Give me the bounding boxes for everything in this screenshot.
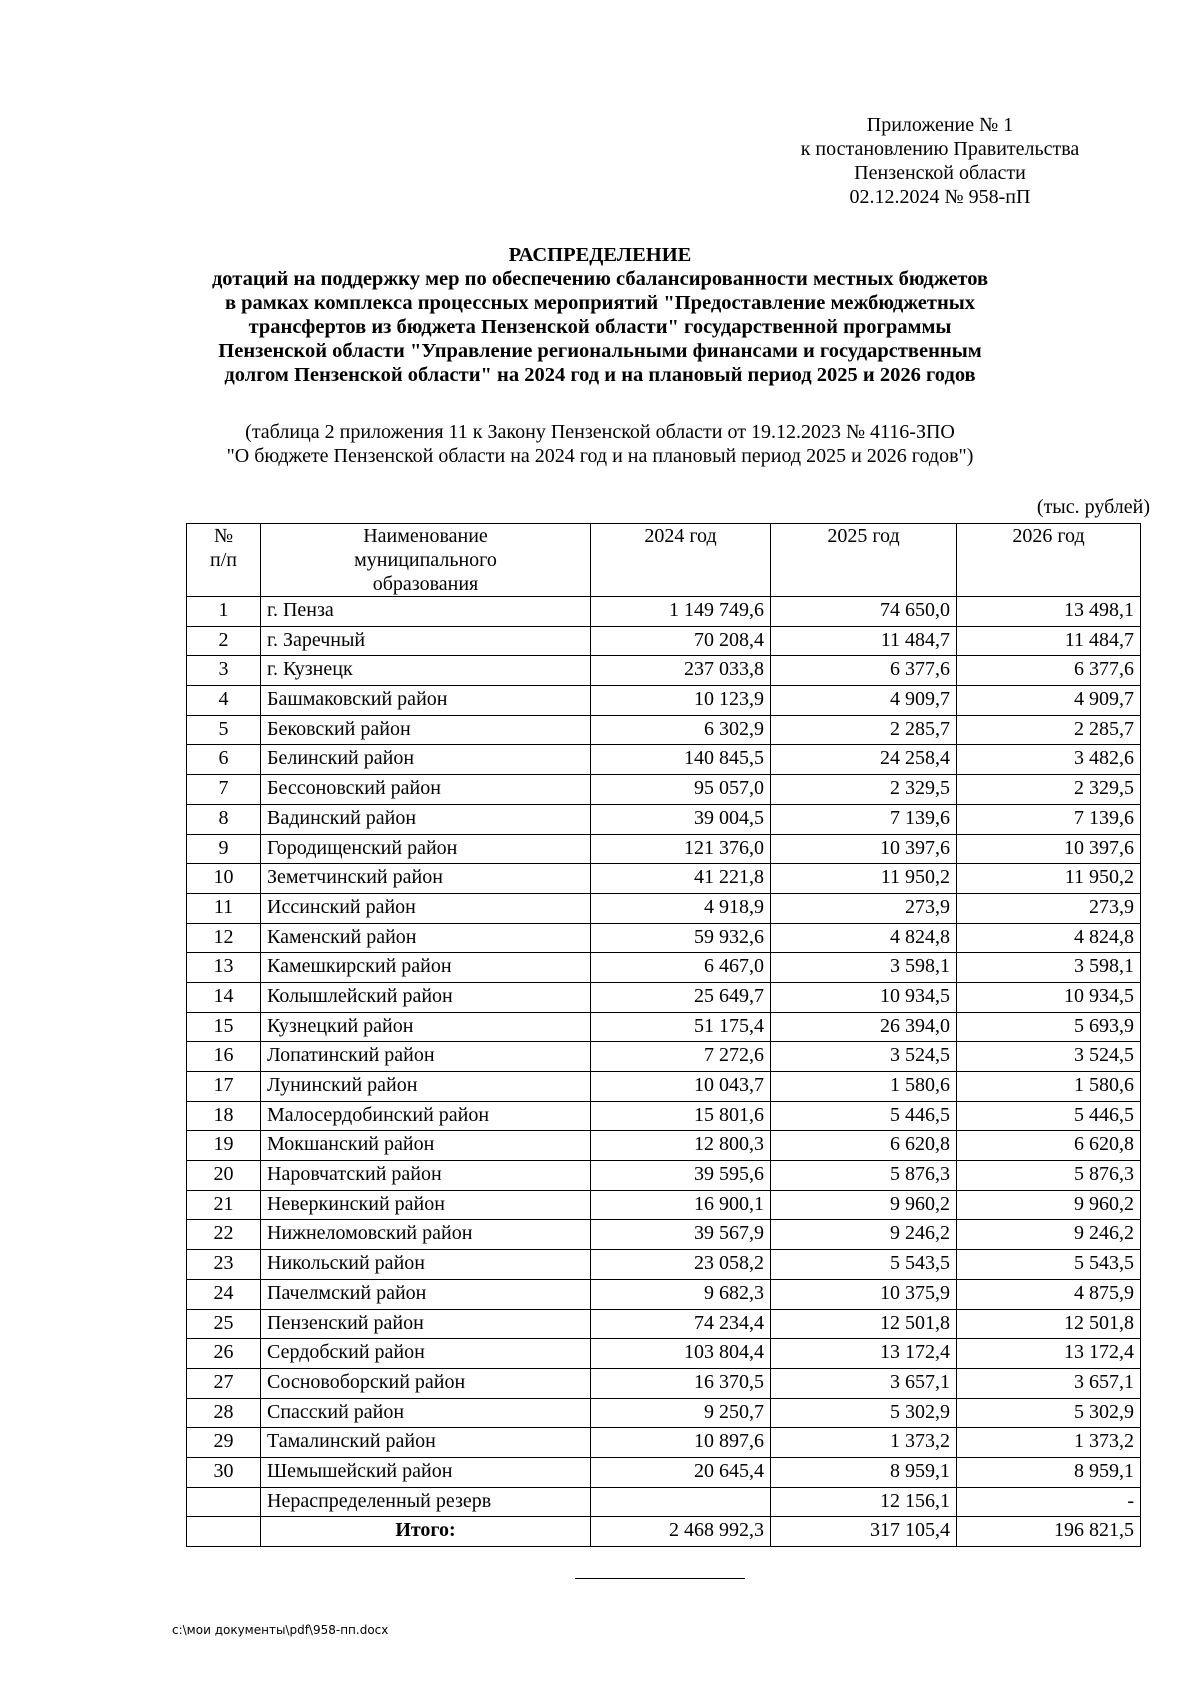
- municipality-name: г. Кузнецк: [261, 656, 591, 686]
- municipality-name: Вадинский район: [261, 804, 591, 834]
- value-2025: 5 446,5: [771, 1101, 957, 1131]
- municipality-name: Пачелмский район: [261, 1279, 591, 1309]
- appendix-reference: к постановлению Правительства: [800, 138, 1080, 160]
- row-number: 5: [187, 715, 261, 745]
- municipality-name: Шемышейский район: [261, 1457, 591, 1487]
- table-row: [187, 953, 1141, 983]
- header-municipality-line-1: Наименование: [363, 525, 488, 547]
- table-row: [187, 982, 1141, 1012]
- value-2024: 7 272,6: [591, 1042, 771, 1072]
- row-number: 9: [187, 834, 261, 864]
- table-row: [187, 1101, 1141, 1131]
- value-2025: 273,9: [771, 893, 957, 923]
- value-2025: 26 394,0: [771, 1012, 957, 1042]
- municipality-name: г. Пенза: [261, 597, 591, 627]
- value-2026: 3 657,1: [957, 1368, 1141, 1398]
- value-2025: 8 959,1: [771, 1457, 957, 1487]
- row-number: 22: [187, 1220, 261, 1250]
- municipality-name: Лунинский район: [261, 1072, 591, 1102]
- table-row: [187, 1428, 1141, 1458]
- table-row: [187, 1457, 1141, 1487]
- value-2025: 12 501,8: [771, 1309, 957, 1339]
- municipality-name: Нераспределенный резерв: [261, 1487, 591, 1517]
- row-number: 26: [187, 1339, 261, 1369]
- table-row: [187, 804, 1141, 834]
- value-2026: 1 373,2: [957, 1428, 1141, 1458]
- value-2024: 140 845,5: [591, 745, 771, 775]
- row-number: 10: [187, 864, 261, 894]
- table-row: [187, 597, 1141, 627]
- value-2024: 74 234,4: [591, 1309, 771, 1339]
- value-2026: 9 246,2: [957, 1220, 1141, 1250]
- municipality-name: Лопатинский район: [261, 1042, 591, 1072]
- value-2026: 11 950,2: [957, 864, 1141, 894]
- value-2024: 12 800,3: [591, 1131, 771, 1161]
- value-2024: 10 897,6: [591, 1428, 771, 1458]
- row-number: 21: [187, 1190, 261, 1220]
- municipality-name: Колышлейский район: [261, 982, 591, 1012]
- value-2026: 273,9: [957, 893, 1141, 923]
- municipality-name: Каменский район: [261, 923, 591, 953]
- value-2026: 9 960,2: [957, 1190, 1141, 1220]
- table-row: [187, 1368, 1141, 1398]
- municipality-name: Кузнецкий район: [261, 1012, 591, 1042]
- row-number: 2: [187, 626, 261, 656]
- value-2025: 6 620,8: [771, 1131, 957, 1161]
- value-2025: 1 580,6: [771, 1072, 957, 1102]
- municipality-name: Белинский район: [261, 745, 591, 775]
- table-row: [187, 656, 1141, 686]
- value-2024: 39 595,6: [591, 1161, 771, 1191]
- value-2026: -: [957, 1487, 1141, 1517]
- value-2025: 10 397,6: [771, 834, 957, 864]
- value-2026: 4 909,7: [957, 686, 1141, 716]
- value-2025: 7 139,6: [771, 804, 957, 834]
- row-number: 11: [187, 893, 261, 923]
- value-2026: 11 484,7: [957, 626, 1141, 656]
- municipality-name: Тамалинский район: [261, 1428, 591, 1458]
- table-row: [187, 834, 1141, 864]
- value-2026: 5 876,3: [957, 1161, 1141, 1191]
- value-2025: 3 657,1: [771, 1368, 957, 1398]
- municipality-name: Наровчатский район: [261, 1161, 591, 1191]
- value-2024: 39 567,9: [591, 1220, 771, 1250]
- header-year-2025: 2025 год: [771, 524, 957, 597]
- value-2024: 10 043,7: [591, 1072, 771, 1102]
- value-2026: 8 959,1: [957, 1457, 1141, 1487]
- value-2024: 25 649,7: [591, 982, 771, 1012]
- value-2025: 11 484,7: [771, 626, 957, 656]
- row-number: 23: [187, 1250, 261, 1280]
- value-2024: 9 682,3: [591, 1279, 771, 1309]
- value-2025: 9 960,2: [771, 1190, 957, 1220]
- value-2025: 3 524,5: [771, 1042, 957, 1072]
- total-label: Итого:: [261, 1517, 591, 1547]
- value-2026: 5 446,5: [957, 1101, 1141, 1131]
- value-2024: 16 370,5: [591, 1368, 771, 1398]
- value-2024: 95 057,0: [591, 775, 771, 805]
- table-row: [187, 1398, 1141, 1428]
- value-2025: 12 156,1: [771, 1487, 957, 1517]
- table-row: [187, 864, 1141, 894]
- row-number: 29: [187, 1428, 261, 1458]
- table-row: [187, 745, 1141, 775]
- value-2026: 12 501,8: [957, 1309, 1141, 1339]
- header-year-2024: 2024 год: [591, 524, 771, 597]
- value-2025: 10 934,5: [771, 982, 957, 1012]
- table-row: [187, 923, 1141, 953]
- table-row: [187, 1190, 1141, 1220]
- value-2024: 6 467,0: [591, 953, 771, 983]
- subtitle-line-2: "О бюджете Пензенской области на 2024 год и на плановый период 2025 и 2026 годов"): [226, 445, 974, 467]
- row-number: 6: [187, 745, 261, 775]
- table-row: [187, 626, 1141, 656]
- value-2024: 103 804,4: [591, 1339, 771, 1369]
- value-2024: 9 250,7: [591, 1398, 771, 1428]
- value-2025: 4 909,7: [771, 686, 957, 716]
- value-2026: 4 875,9: [957, 1279, 1141, 1309]
- value-2025: 5 876,3: [771, 1161, 957, 1191]
- total-2025: 317 105,4: [771, 1517, 957, 1547]
- value-2026: 6 377,6: [957, 656, 1141, 686]
- row-number: 18: [187, 1101, 261, 1131]
- row-number: 25: [187, 1309, 261, 1339]
- value-2026: 5 302,9: [957, 1398, 1141, 1428]
- document-title: [160, 243, 1040, 387]
- total-2026: 196 821,5: [957, 1517, 1141, 1547]
- table-row: [187, 715, 1141, 745]
- row-number: 17: [187, 1072, 261, 1102]
- value-2025: 74 650,0: [771, 597, 957, 627]
- title-line-2: в рамках комплекса процессных мероприятий "Предоставление межбюджетных: [224, 292, 976, 314]
- municipality-name: Бековский район: [261, 715, 591, 745]
- row-number: 3: [187, 656, 261, 686]
- row-number: 14: [187, 982, 261, 1012]
- value-2024: 23 058,2: [591, 1250, 771, 1280]
- municipality-name: Пензенский район: [261, 1309, 591, 1339]
- value-2025: 2 285,7: [771, 715, 957, 745]
- value-2026: 13 498,1: [957, 597, 1141, 627]
- table-row: [187, 1309, 1141, 1339]
- municipality-name: Мокшанский район: [261, 1131, 591, 1161]
- header-number-line-2: п/п: [210, 549, 237, 571]
- header-municipality-line-3: образования: [372, 573, 479, 595]
- value-2025: 6 377,6: [771, 656, 957, 686]
- header-municipality-line-2: муниципального: [354, 549, 497, 571]
- row-number: 1: [187, 597, 261, 627]
- municipality-name: г. Заречный: [261, 626, 591, 656]
- value-2024: 59 932,6: [591, 923, 771, 953]
- value-2025: 3 598,1: [771, 953, 957, 983]
- title-line-4: Пензенской области "Управление региональными финансами и государственным: [218, 340, 982, 362]
- municipality-name: Иссинский район: [261, 893, 591, 923]
- title-line-3: трансфертов из бюджета Пензенской области" государственной программы: [248, 316, 952, 338]
- value-2026: 3 524,5: [957, 1042, 1141, 1072]
- table-row: [187, 1220, 1141, 1250]
- table-total-row: [187, 1517, 1141, 1547]
- table-row: [187, 1339, 1141, 1369]
- row-number: 20: [187, 1161, 261, 1191]
- value-2025: 24 258,4: [771, 745, 957, 775]
- municipality-name: Сердобский район: [261, 1339, 591, 1369]
- value-2026: 3 598,1: [957, 953, 1141, 983]
- row-number: 13: [187, 953, 261, 983]
- municipality-name: Земетчинский район: [261, 864, 591, 894]
- value-2026: 2 329,5: [957, 775, 1141, 805]
- value-2024: 237 033,8: [591, 656, 771, 686]
- row-number: 16: [187, 1042, 261, 1072]
- value-2026: 7 139,6: [957, 804, 1141, 834]
- value-2024: 121 376,0: [591, 834, 771, 864]
- header-municipality: [261, 524, 591, 597]
- row-number: 12: [187, 923, 261, 953]
- value-2025: 5 543,5: [771, 1250, 957, 1280]
- value-2024: 39 004,5: [591, 804, 771, 834]
- value-2026: 1 580,6: [957, 1072, 1141, 1102]
- row-number: [187, 1487, 261, 1517]
- total-number-cell: [187, 1517, 261, 1547]
- municipality-name: Нижнеломовский район: [261, 1220, 591, 1250]
- value-2024: 41 221,8: [591, 864, 771, 894]
- table-row: [187, 893, 1141, 923]
- value-2024: 15 801,6: [591, 1101, 771, 1131]
- appendix-block: [740, 113, 1140, 209]
- appendix-region: Пензенской области: [854, 162, 1026, 184]
- row-number: 30: [187, 1457, 261, 1487]
- table-row: [187, 1012, 1141, 1042]
- table-row: [187, 1487, 1141, 1517]
- table-row: [187, 1042, 1141, 1072]
- table-row: [187, 1250, 1141, 1280]
- municipality-name: Башмаковский район: [261, 686, 591, 716]
- value-2026: 3 482,6: [957, 745, 1141, 775]
- title-line-5: долгом Пензенской области" на 2024 год и на плановый период 2025 и 2026 годов: [224, 364, 976, 386]
- value-2025: 9 246,2: [771, 1220, 957, 1250]
- title-line-1: дотаций на поддержку мер по обеспечению сбалансированности местных бюджетов: [211, 268, 989, 290]
- footer-file-path: c:\мои документы\pdf\958-пп.docx: [172, 1623, 389, 1637]
- value-2024: 20 645,4: [591, 1457, 771, 1487]
- row-number: 4: [187, 686, 261, 716]
- row-number: 19: [187, 1131, 261, 1161]
- municipality-name: Городищенский район: [261, 834, 591, 864]
- value-2026: 10 397,6: [957, 834, 1141, 864]
- distribution-table: [186, 523, 1141, 1547]
- document-subtitle: [160, 420, 1040, 468]
- value-2025: 13 172,4: [771, 1339, 957, 1369]
- municipality-name: Спасский район: [261, 1398, 591, 1428]
- unit-label: (тыс. рублей): [1036, 496, 1150, 518]
- table-row: [187, 686, 1141, 716]
- row-number: 15: [187, 1012, 261, 1042]
- header-year-2026: 2026 год: [957, 524, 1141, 597]
- municipality-name: Камешкирский район: [261, 953, 591, 983]
- value-2025: 10 375,9: [771, 1279, 957, 1309]
- value-2026: 13 172,4: [957, 1339, 1141, 1369]
- appendix-number: Приложение № 1: [866, 114, 1014, 136]
- value-2025: 11 950,2: [771, 864, 957, 894]
- value-2024: [591, 1487, 771, 1517]
- municipality-name: Сосновоборский район: [261, 1368, 591, 1398]
- row-number: 27: [187, 1368, 261, 1398]
- value-2025: 1 373,2: [771, 1428, 957, 1458]
- row-number: 8: [187, 804, 261, 834]
- municipality-name: Бессоновский район: [261, 775, 591, 805]
- row-number: 28: [187, 1398, 261, 1428]
- end-divider: [575, 1578, 745, 1579]
- value-2025: 5 302,9: [771, 1398, 957, 1428]
- subtitle-line-1: (таблица 2 приложения 11 к Закону Пензенской области от 19.12.2023 № 4116-ЗПО: [245, 421, 955, 443]
- municipality-name: Малосердобинский район: [261, 1101, 591, 1131]
- appendix-date-number: 02.12.2024 № 958-пП: [849, 186, 1031, 208]
- value-2024: 70 208,4: [591, 626, 771, 656]
- value-2026: 4 824,8: [957, 923, 1141, 953]
- value-2025: 4 824,8: [771, 923, 957, 953]
- row-number: 24: [187, 1279, 261, 1309]
- value-2026: 6 620,8: [957, 1131, 1141, 1161]
- value-2026: 2 285,7: [957, 715, 1141, 745]
- value-2025: 2 329,5: [771, 775, 957, 805]
- value-2024: 51 175,4: [591, 1012, 771, 1042]
- header-number-line-1: №: [213, 525, 234, 547]
- row-number: 7: [187, 775, 261, 805]
- table-row: [187, 1072, 1141, 1102]
- value-2026: 5 543,5: [957, 1250, 1141, 1280]
- total-2024: 2 468 992,3: [591, 1517, 771, 1547]
- table-row: [187, 1279, 1141, 1309]
- table-row: [187, 1131, 1141, 1161]
- value-2024: 10 123,9: [591, 686, 771, 716]
- table-header-row: [187, 524, 1141, 597]
- table-row: [187, 775, 1141, 805]
- value-2024: 4 918,9: [591, 893, 771, 923]
- municipality-name: Неверкинский район: [261, 1190, 591, 1220]
- table-row: [187, 1161, 1141, 1191]
- header-number: [187, 524, 261, 597]
- value-2024: 1 149 749,6: [591, 597, 771, 627]
- title-heading: РАСПРЕДЕЛЕНИЕ: [508, 244, 692, 266]
- municipality-name: Никольский район: [261, 1250, 591, 1280]
- value-2024: 16 900,1: [591, 1190, 771, 1220]
- value-2024: 6 302,9: [591, 715, 771, 745]
- value-2026: 10 934,5: [957, 982, 1141, 1012]
- value-2026: 5 693,9: [957, 1012, 1141, 1042]
